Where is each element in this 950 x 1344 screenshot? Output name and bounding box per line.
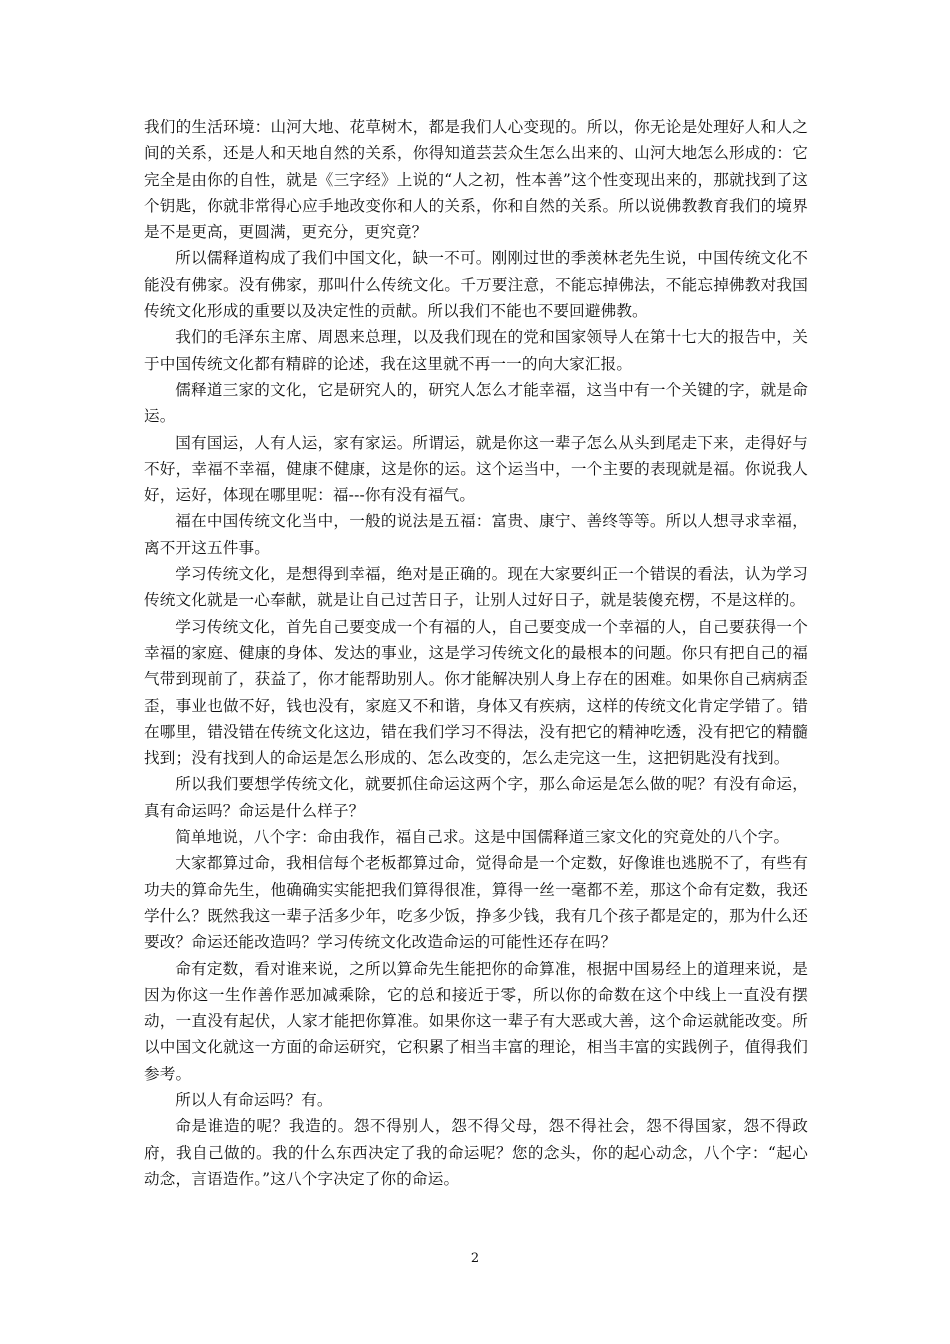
paragraph: 我们的毛泽东主席、周恩来总理，以及我们现在的党和国家领导人在第十七大的报告中，关于中国传统文化都有精辟的论述，我在这里就不再一一的向大家汇报。 (144, 328, 808, 373)
paragraph: 命有定数，看对谁来说，之所以算命先生能把你的命算准，根据中国易经上的道理来说，是因为你这一生作善作恶加减乘除，它的总和接近于零，所以你的命数在这个中线上一直没有摆动，一直没有起伏，人家才能把你算准。如果你这一辈子有大恶或大善，这个命运就能改变。所以中国文化就这一方面的命运研究，它积累了相当丰富的理论，相当丰富的实践例子，值得我们参考。 (144, 959, 808, 1083)
paragraph: 简单地说，八个字：命由我作，福自己求。这是中国儒释道三家文化的究竟处的八个字。 (175, 828, 790, 847)
paragraph: 所以儒释道构成了我们中国文化，缺一不可。刚刚过世的季羡林老先生说，中国传统文化不能没有佛家。没有佛家，那叫什么传统文化。千万要注意，不能忘掉佛法，不能忘掉佛教对我国传统文化形成的重要以及决定性的贡献。所以我们不能也不要回避佛教。 (144, 249, 808, 321)
body-text (144, 114, 808, 1192)
paragraph-continued: 我们的生活环境：山河大地、花草树木，都是我们人心变现的。所以，你无论是处理好人和人之间的关系，还是人和天地自然的关系，你得知道芸芸众生怎么出来的、山河大地怎么形成的：它完全是由你的自性，就是《三字经》上说的“人之初，性本善”这个性变现出来的，那就找到了这个钥匙，你就非常得心应手地改变你和人的关系，你和自然的关系。所以说佛教教育我们的境界是不是更高，更圆满，更充分，更究竟？ (144, 118, 808, 242)
paragraph: 福在中国传统文化当中，一般的说法是五福：富贵、康宁、善终等等。所以人想寻求幸福，离不开这五件事。 (144, 512, 808, 557)
paragraph: 儒释道三家的文化，它是研究人的，研究人怎么才能幸福，这当中有一个关键的字，就是命运。 (144, 380, 808, 426)
page-number: 2 (470, 1251, 480, 1266)
paragraph: 所以我们要想学传统文化，就要抓住命运这两个字，那么命运是怎么做的呢？有没有命运，真有命运吗？命运是什么样子？ (144, 775, 808, 820)
paragraph: 国有国运，人有人运，家有家运。所谓运，就是你这一辈子怎么从头到尾走下来，走得好与不好，幸福不幸福，健康不健康，这是你的运。这个运当中，一个主要的表现就是福。你说我人好，运好，体现在哪里呢：福---你有没有福气。 (144, 433, 808, 505)
paragraph: 所以人有命运吗？有。 (175, 1090, 333, 1109)
paragraph: 命是谁造的呢？我造的。怨不得别人，怨不得父母，怨不得社会，怨不得国家，怨不得政府，我自己做的。我的什么东西决定了我的命运呢？您的念头，你的起心动念，八个字：“起心动念，言语造作。”这八个字决定了你的命运。 (144, 1117, 808, 1188)
paragraph: 学习传统文化，是想得到幸福，绝对是正确的。现在大家要纠正一个错误的看法，认为学习传统文化就是一心奉献，就是让自己过苦日子，让别人过好日子，就是装傻充楞，不是这样的。 (144, 565, 808, 610)
paragraph: 大家都算过命，我相信每个老板都算过命，觉得命是一个定数，好像谁也逃脱不了，有些有功夫的算命先生，他确确实实能把我们算得很准，算得一丝一毫都不差，那这个命有定数，我还学什么？既然我这一辈子活多少年，吃多少饭，挣多少钱，我有几个孩子都是定的，那为什么还要改？命运还能改造吗？学习传统文化改造命运的可能性还存在吗？ (144, 854, 808, 952)
paragraph: 学习传统文化，首先自己要变成一个有福的人，自己要变成一个幸福的人，自己要获得一个幸福的家庭、健康的身体、发达的事业，这是学习传统文化的最根本的问题。你只有把自己的福气带到现前了，获益了，你才能帮助别人。你才能解决别人身上存在的困难。如果你自己病病歪歪，事业也做不好，钱也没有，家庭又不和谐，身体又有疾病，这样的传统文化肯定学错了。错在哪里，错没错在传统文化这边，错在我们学习不得法，没有把它的精神吃透，没有把它的精髓找到；没有找到人的命运是怎么形成的、怎么改变的，怎么走完这一生，这把钥匙没有找到。 (144, 617, 808, 768)
